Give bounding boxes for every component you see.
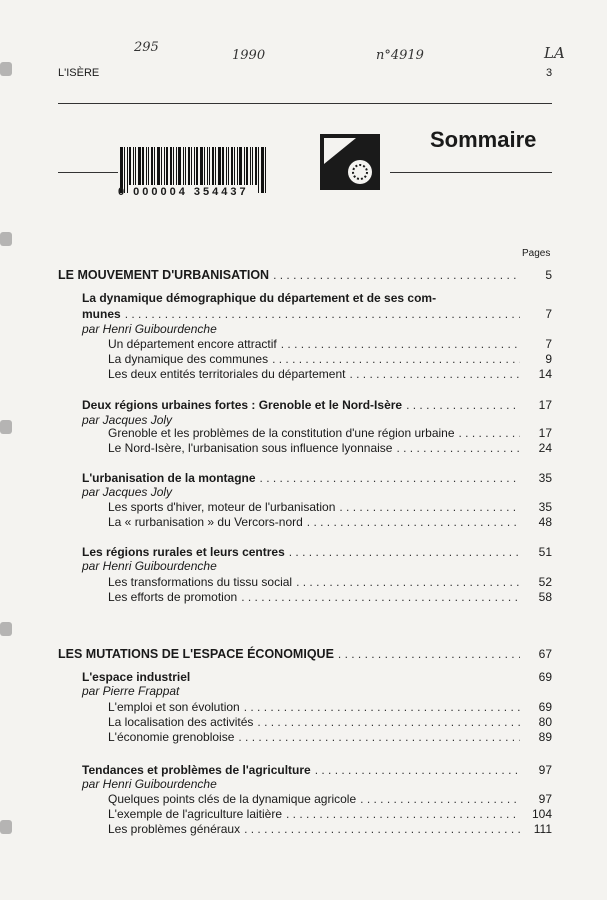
toc-entry: Les sports d'hiver, moteur de l'urbanisation . . . 35 xyxy=(108,500,552,514)
toc-entry: L'exemple de l'agriculture laitière . . . 104 xyxy=(108,807,552,821)
running-header: L'ISÈRE xyxy=(58,67,100,79)
section-page: 5 xyxy=(545,268,552,282)
binding-hole xyxy=(0,420,12,434)
chapter-heading xyxy=(82,545,552,559)
binding-hole xyxy=(0,232,12,246)
page-number: 3 xyxy=(546,67,553,79)
binding-hole xyxy=(0,622,12,636)
handwritten-note: 295 xyxy=(134,40,159,55)
toc-entry: Les deux entités territoriales du département . . . 14 xyxy=(108,367,552,381)
toc-entry: Quelques points clés de la dynamique agricole . . . 97 xyxy=(108,792,552,806)
section-title: LES MUTATIONS DE L'ESPACE ÉCONOMIQUE xyxy=(58,647,334,661)
page-title: Sommaire xyxy=(430,127,537,152)
chapter-author: par Pierre Frappat xyxy=(82,684,180,698)
chapter-page: 97 xyxy=(538,763,552,777)
toc-entry: Un département encore attractif . . . 7 xyxy=(108,337,552,351)
chapter-page: 51 xyxy=(538,545,552,559)
chapter-author: par Henri Guibourdenche xyxy=(82,322,217,336)
header-rule xyxy=(58,103,552,104)
title-rule-left xyxy=(58,172,118,173)
chapter-heading xyxy=(82,471,552,485)
chapter-page: 17 xyxy=(538,398,552,412)
pages-label: Pages xyxy=(522,248,551,259)
toc-entry: L'emploi et son évolution . . . 69 xyxy=(108,700,552,714)
chapter-author: par Jacques Joly xyxy=(82,485,173,499)
binding-hole xyxy=(0,62,12,76)
handwritten-note: n°4919 xyxy=(376,48,424,63)
chapter-title: L'espace industriel xyxy=(82,670,191,684)
chapter-title: Les régions rurales et leurs centres xyxy=(82,545,285,559)
section-title: LE MOUVEMENT D'URBANISATION xyxy=(58,268,270,282)
section-heading xyxy=(58,268,552,282)
toc-entry: La localisation des activités . . . 80 xyxy=(108,715,552,729)
handwritten-note: LA xyxy=(544,44,565,62)
section-page: 67 xyxy=(538,647,552,661)
chapter-author: par Henri Guibourdenche xyxy=(82,777,217,791)
chapter-title: munes xyxy=(82,307,121,321)
binding-hole xyxy=(0,820,12,834)
section-heading xyxy=(58,647,552,661)
chapter-title: L'urbanisation de la montagne xyxy=(82,471,256,485)
chapter-author: par Jacques Joly xyxy=(82,413,173,427)
toc-entry: Les transformations du tissu social . . . 52 xyxy=(108,575,552,589)
chapter-title-line: La dynamique démographique du département et de ses com- xyxy=(82,291,437,305)
chapter-title: Tendances et problèmes de l'agriculture xyxy=(82,763,311,777)
chapter-author: par Henri Guibourdenche xyxy=(82,559,217,573)
title-rule-right xyxy=(390,172,552,173)
chapter-title: Deux régions urbaines fortes : Grenoble et le Nord-Isère xyxy=(82,398,403,412)
toc-entry: Les problèmes généraux . . . 111 xyxy=(108,822,552,836)
library-logo-icon xyxy=(320,134,384,194)
chapter-heading xyxy=(82,763,552,777)
toc-entry: L'économie grenobloise . . . 89 xyxy=(108,730,552,744)
toc-entry: La dynamique des communes . . . 9 xyxy=(108,352,552,366)
barcode-number: 0 000004 354437 xyxy=(118,186,249,198)
chapter-page: 69 xyxy=(538,670,552,684)
toc-entry: La « rurbanisation » du Vercors-nord . . . 48 xyxy=(108,515,552,529)
chapter-page: 7 xyxy=(545,307,552,321)
chapter-heading xyxy=(82,307,552,321)
toc-entry: Grenoble et les problèmes de la constitution d'une région urbaine . . . 17 xyxy=(108,426,552,440)
handwritten-note: 1990 xyxy=(232,48,266,63)
toc-entry: Les efforts de promotion . . . 58 xyxy=(108,590,552,604)
chapter-page: 35 xyxy=(538,471,552,485)
chapter-heading xyxy=(82,670,552,684)
chapter-heading xyxy=(82,398,552,412)
toc-entry: Le Nord-Isère, l'urbanisation sous influence lyonnaise . . . 24 xyxy=(108,441,552,455)
